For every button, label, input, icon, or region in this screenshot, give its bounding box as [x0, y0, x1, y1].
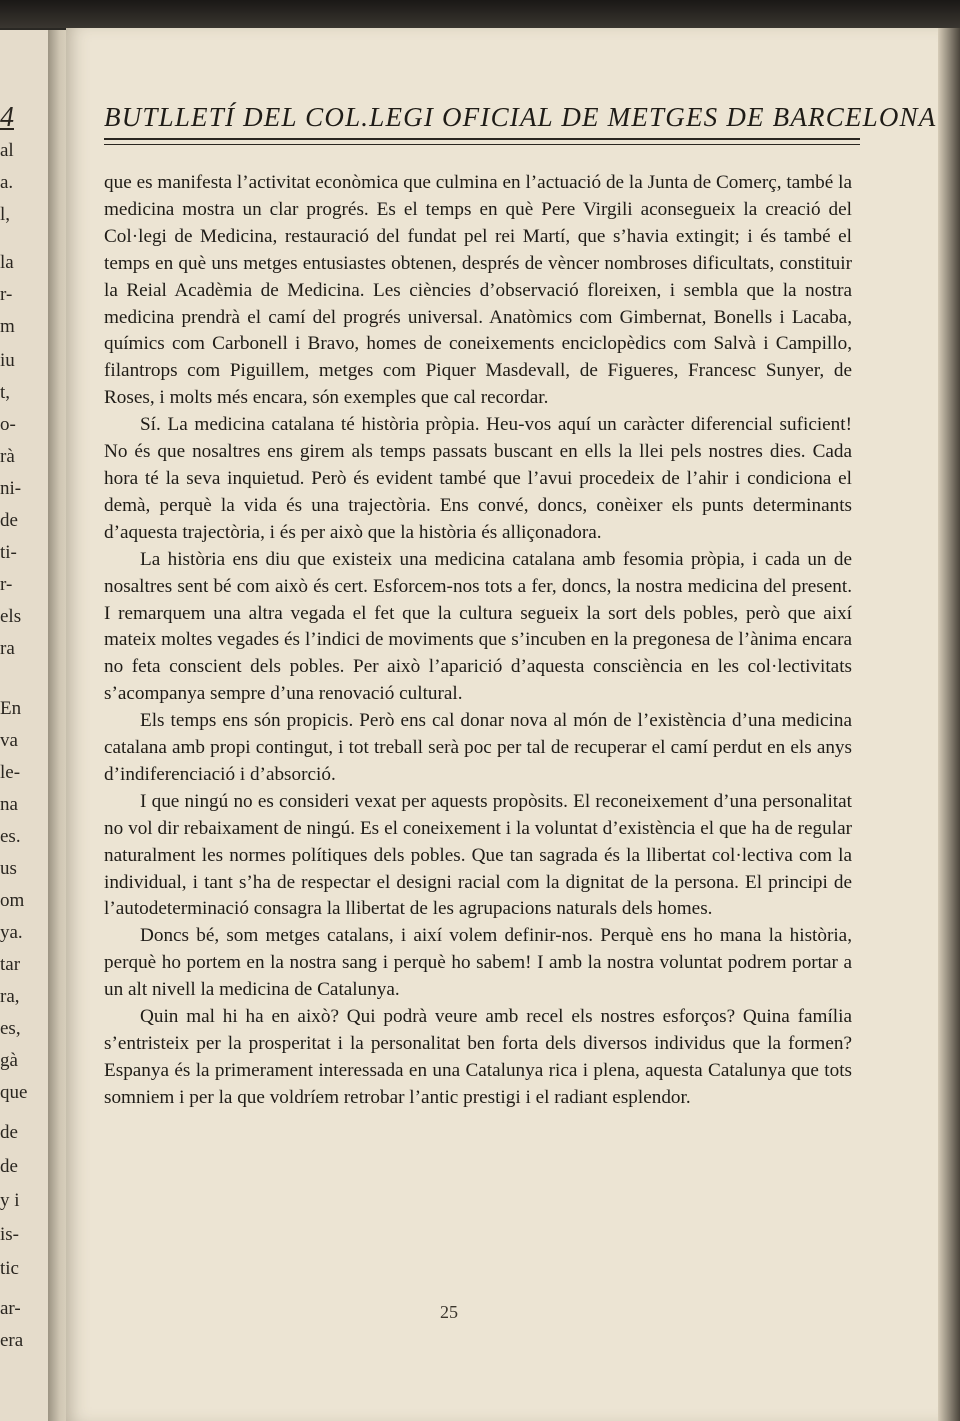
left-page-fragment: l,: [0, 204, 11, 225]
left-page-fragment: En: [0, 698, 22, 719]
left-page-fragment: t,: [0, 382, 11, 403]
left-page-fragment: le-: [0, 762, 21, 783]
left-page-fragment: is-: [0, 1224, 19, 1245]
left-page-fragment: ar-: [0, 1298, 21, 1319]
left-page-fragment: de: [0, 1122, 18, 1143]
left-page-fragment: que: [0, 1082, 28, 1103]
left-page-fragment: la: [0, 252, 14, 273]
left-page-fragment: ni-: [0, 478, 22, 499]
left-page-fragment: ra: [0, 638, 15, 659]
paragraph: Sí. La medicina catalana té història pròpia. Heu-vos aquí un caràcter diferencial suficient! No és que nosaltres ens girem als temps passats buscant en ells la llei pels nostres dies. Cada hora té la seva inquietud. Però és evident també que l’avui procedeix de l’ahir i condiciona el demà, perquè la vida és una trajectòria. Ens convé, doncs, conèixer els punts determinants d’aquesta trajectòria, i és per això que la història és alliçonadora.: [104, 414, 852, 543]
left-page-fragment: r-: [0, 284, 13, 305]
left-page-fragment: y i: [0, 1190, 20, 1211]
left-page-fragment: els: [0, 606, 22, 627]
journal-header: BUTLLETÍ DEL COL.LEGI OFICIAL DE METGES DE BARCELONA: [104, 102, 937, 132]
paragraph: Doncs bé, som metges catalans, i així volem definir-nos. Perquè ens ho mana la història, perquè ho portem en la nostra sang i perquè ho sabem! I amb la nostra voluntat podrem portar a un alt nivell la medicina de Catalunya.: [104, 925, 852, 1001]
left-page-fragment: era: [0, 1330, 24, 1351]
paragraph: Quin mal hi ha en això? Qui podrà veure amb recel els nostres esforços? Quina família s’entristeix per la prosperitat i la personalitat ben forta dels diversos individus que la formen? Espanya és la primerament interessada en una Catalunya rica i plena, aquesta Catalunya que tots somniem i per la que voldríem retrobar l’antic prestigi i el radiant esplendor.: [104, 1006, 852, 1108]
paragraph: I que ningú no es consideri vexat per aquests propòsits. El reconeixement d’una personalitat no vol dir rebaixament de ningú. Es el coneixement i la voluntat d’existència el que ha de regular naturalment les normes polítiques dels pobles. Que tan sagrada és la llibertat col·lectiva com la individual, i tant s’ha de respectar el designi racial com la dignitat de la persona. El principi de l’autodeterminació consagra la llibertat de les agrupacions naturals dels homes.: [104, 790, 852, 920]
left-page-fragment: m: [0, 316, 15, 337]
left-page-fragment: de: [0, 1156, 18, 1177]
header-rule: [104, 138, 860, 140]
left-page-fragment: tar: [0, 954, 21, 975]
left-page-fragment: al: [0, 140, 14, 161]
left-page-fragment: a.: [0, 172, 14, 193]
left-page-fragment: es.: [0, 826, 21, 847]
left-page-fragment: ya.: [0, 922, 23, 943]
left-page-fragment: es,: [0, 1018, 21, 1039]
paragraph: La història ens diu que existeix una medicina catalana amb fesomia pròpia, i cada un de nosaltres sent bé com això és cert. Esforcem-nos tots a fer, doncs, la nostra medicina del present. I remarquem una altra vegada el fet que la cultura segueix la sort dels pobles, però que així mateix moltes vegades és l’indici de moviments que s’incuben en la pregonesa de l’ànima encara no feta conscient dels pobles. Per això l’aparició d’aquesta consciència en les col·lectivitats s’acompanya sempre d’una renovació cultural.: [104, 548, 852, 705]
page-number: 25: [440, 1302, 458, 1322]
left-page-fragment: o-: [0, 414, 16, 435]
left-page-fragment: rà: [0, 446, 15, 467]
left-page-edge: [0, 30, 48, 1421]
book-top-edge: [0, 0, 960, 28]
left-page-fragment: ti-: [0, 542, 17, 563]
left-page-fragment: r-: [0, 574, 13, 595]
left-page-fragment: de: [0, 510, 18, 531]
left-page-fragment: gà: [0, 1050, 18, 1071]
page-right-edge: [938, 28, 960, 1421]
left-page-fragment: us: [0, 858, 17, 879]
left-page-fragment: tic: [0, 1258, 19, 1279]
paragraph: que es manifesta l’activitat econòmica que culmina en l’actuació de la Junta de Comerç, també la medicina mostra un clar progrés. Es el temps en què Pere Virgili aconsegueix la creació del Col·legi de Medicina, restauració del fundat pel rei Martí, que s’havia extingit; i és també el temps en què uns metges entusiastes obtenen, després de vèncer nombroses dificultats, constituir la Reial Acadèmia de Medicina. Les ciències d’observació floreixen, i sembla que la nostra medicina prendrà el camí del progrés universal. Anatòmics com Gimbernat, Bonells i Lacaba, químics com Carbonell i Bravo, homes de coneixements enciclopèdics com Salvà i Campillo, filantrops com Piguillem, metges com Piquer Masdevall, de Figueres, Francesc Sunyer, de Roses, i molts més encara, són exemples que cal recordar.: [104, 172, 852, 409]
header-rule-thin: [104, 144, 860, 145]
left-page-fragment: va: [0, 730, 18, 751]
left-page-fragment: na: [0, 794, 18, 815]
left-page-fragment: iu: [0, 350, 15, 371]
left-page-fragment: ra,: [0, 986, 20, 1007]
paragraph: Els temps ens són propicis. Però ens cal donar nova al món de l’existència d’una medicina catalana amb propi contingut, i tot treball serà poc per tal de recuperar el camí perdut en els anys d’indiferenciació i d’absorció.: [104, 710, 852, 785]
left-page-number: 4: [0, 102, 14, 133]
left-page-fragment: om: [0, 890, 25, 911]
article-body: [104, 170, 852, 1112]
